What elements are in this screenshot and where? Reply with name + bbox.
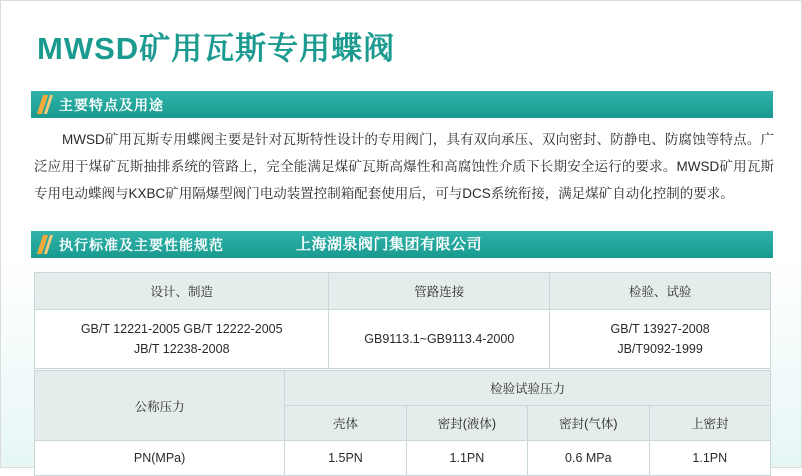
pressure-subheader-seal-liquid: 密封(液体) <box>406 406 527 441</box>
pressure-value-seal-gas: 0.6 MPa <box>528 441 649 476</box>
section-header-standards-label: 执行标准及主要性能规范 <box>59 236 224 253</box>
pressure-header-test: 检验试验压力 <box>285 371 771 406</box>
pressure-value-shell: 1.5PN <box>285 441 406 476</box>
features-paragraph: MWSD矿用瓦斯专用蝶阀主要是针对瓦斯特性设计的专用阀门，具有双向承压、双向密封、防静电、防腐蚀等特点。广泛应用于煤矿瓦斯抽排系统的管路上，完全能满足煤矿瓦斯高爆性和高腐蚀性介质下长期安全运行的要求。MWSD矿用瓦斯专用电动蝶阀与KXBC矿用隔爆型阀门电动装置控制箱配套使用后，可与DCS系统衔接，满足煤矿自动化控制的要求。 <box>34 132 774 201</box>
section-header-features-label: 主要特点及用途 <box>59 96 164 113</box>
table-row <box>35 273 771 310</box>
slash-icon <box>37 231 53 258</box>
standards-table <box>34 272 771 369</box>
standards-cell-pipe-line1: GB9113.1~GB9113.4-2000 <box>364 332 515 346</box>
standards-cell-design-line2: JB/T 12238-2008 <box>133 342 230 356</box>
pressure-subheader-upper-seal: 上密封 <box>649 406 770 441</box>
table-row <box>35 310 771 369</box>
standards-header-test: 检验、试验 <box>550 273 771 310</box>
slash-icon <box>37 91 53 118</box>
standards-header-pipe: 管路连接 <box>329 273 550 310</box>
standards-cell-test-line2: JB/T9092-1999 <box>617 342 703 356</box>
pressure-subheader-shell: 壳体 <box>285 406 406 441</box>
pressure-table <box>34 370 771 476</box>
standards-cell-test-line1: GB/T 13927-2008 <box>610 322 710 336</box>
standards-header-design: 设计、制造 <box>35 273 329 310</box>
table-row <box>35 441 771 476</box>
standards-cell-design <box>35 310 329 369</box>
pressure-subheader-seal-gas: 密封(气体) <box>528 406 649 441</box>
standards-cell-pipe <box>329 310 550 369</box>
standards-cell-test <box>550 310 771 369</box>
pressure-row-label: PN(MPa) <box>35 441 285 476</box>
page-title: MWSD矿用瓦斯专用蝶阀 <box>37 31 396 66</box>
table-row <box>35 371 771 406</box>
pressure-value-seal-liquid: 1.1PN <box>406 441 527 476</box>
section-header-features <box>31 91 773 118</box>
pressure-value-upper-seal: 1.1PN <box>649 441 770 476</box>
company-name: 上海湖泉阀门集团有限公司 <box>296 236 483 253</box>
standards-cell-design-line1: GB/T 12221-2005 GB/T 12222-2005 <box>80 322 283 336</box>
pressure-header-nominal: 公称压力 <box>35 371 285 441</box>
